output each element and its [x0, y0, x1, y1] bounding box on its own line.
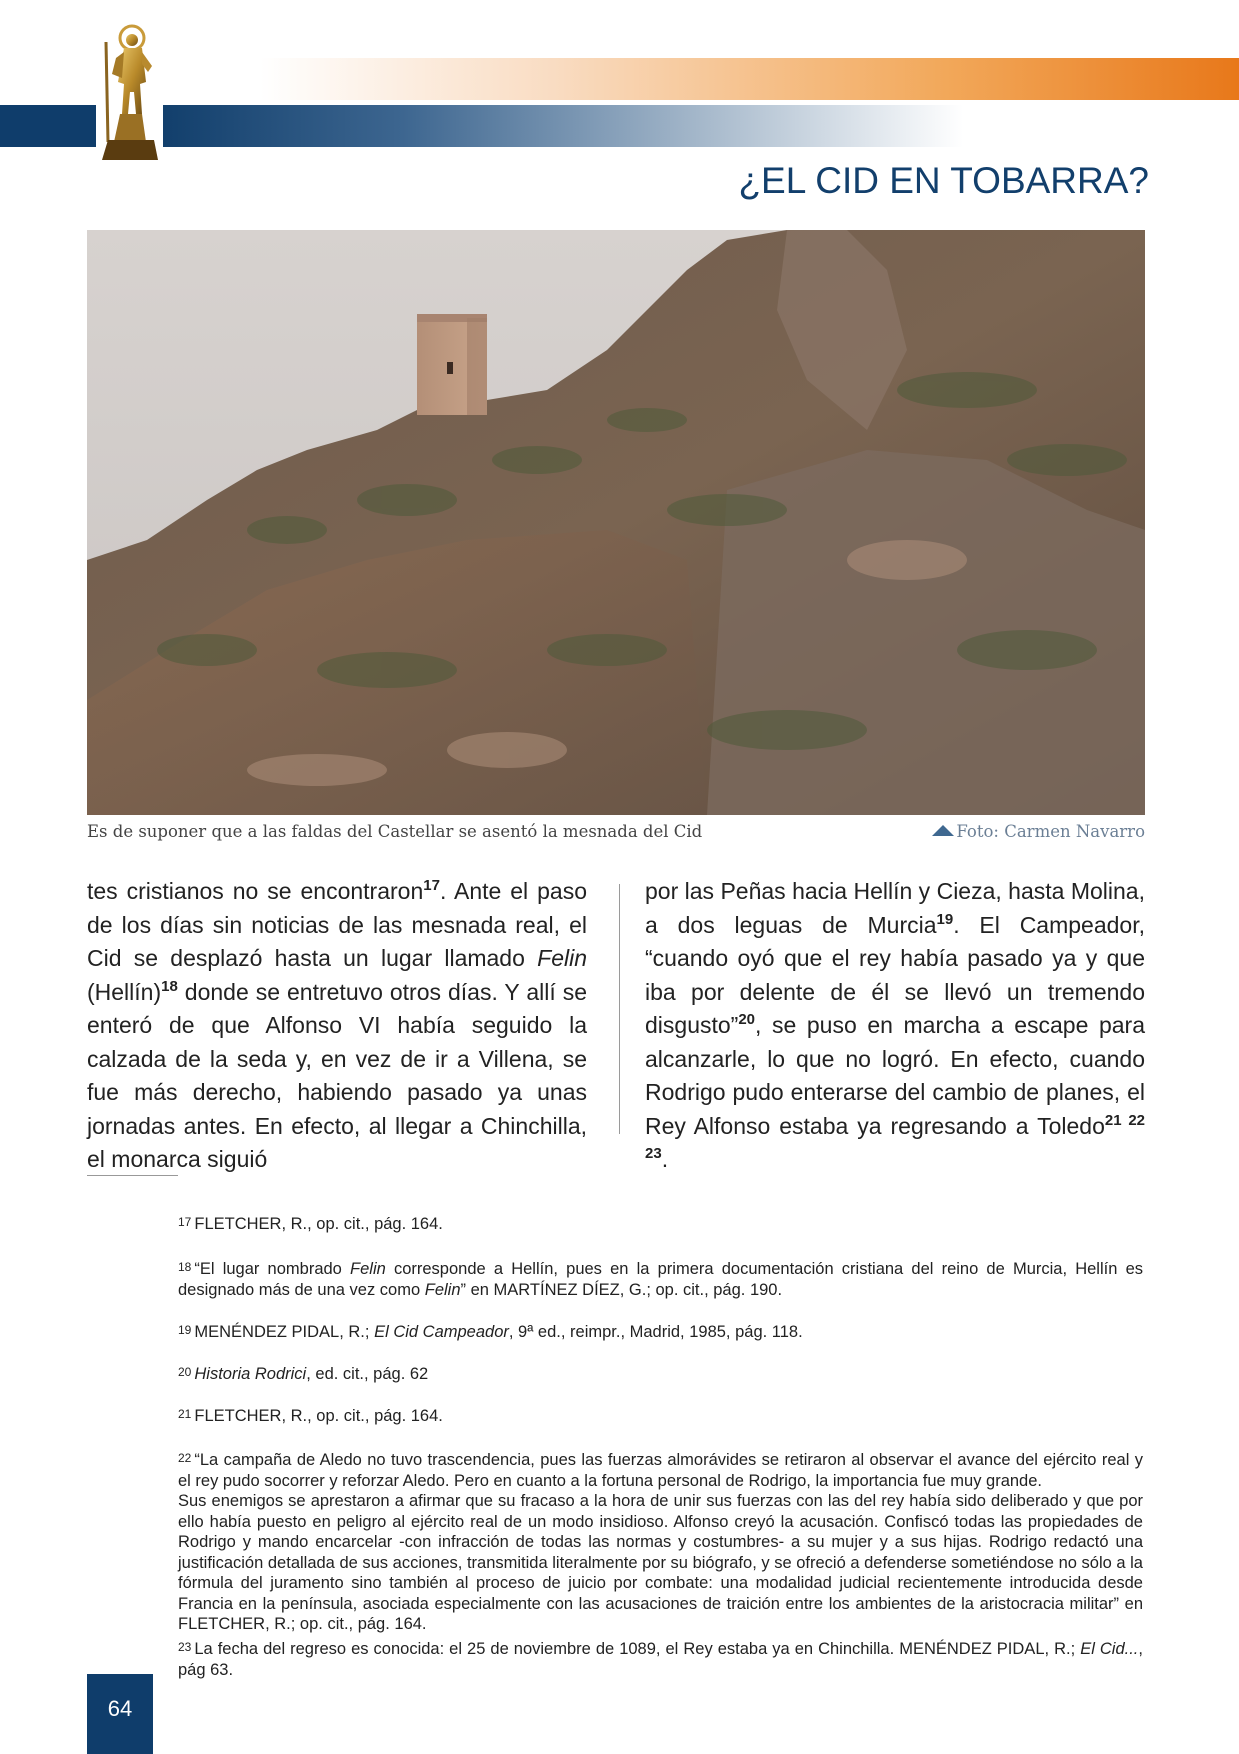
- footnote-20: [178, 1362, 1143, 1385]
- triangle-up-icon: [932, 825, 954, 836]
- footnote-text-italic: Felin: [350, 1260, 386, 1278]
- header-band-orange: [260, 58, 1239, 100]
- footnote-17: [178, 1212, 1143, 1235]
- footnote-text: FLETCHER, R., op. cit., pág. 164.: [194, 1215, 443, 1233]
- footnote-number: 19: [178, 1323, 192, 1337]
- footnote-21: [178, 1404, 1143, 1427]
- footnote-text: MENÉNDEZ PIDAL, R.;: [194, 1323, 375, 1341]
- footnote-number: 17: [178, 1215, 192, 1229]
- photo-credit-text: Foto: Carmen Navarro: [956, 822, 1145, 841]
- footnote-text-italic: El Cid Campeador: [374, 1323, 509, 1341]
- footnote-text: La fecha del regreso es conocida: el 25 de noviembre de 1089, el Rey estaba ya en Chinchilla. MENÉNDEZ PIDAL, R.;: [194, 1640, 1081, 1658]
- armored-saint-statue-icon: [96, 22, 162, 160]
- photo-credit: [932, 822, 1145, 841]
- body-text: . Ante el paso de los días sin noticias de las mesnada real, el Cid se desplazó hasta un lugar llamado: [87, 878, 587, 971]
- footnote-19: [178, 1320, 1143, 1343]
- column-divider: [619, 884, 620, 1134]
- footnote-ref-18[interactable]: 18: [161, 977, 178, 995]
- footnote-text: “La campaña de Aledo no tuvo trascendencia, pues las fuerzas almorávides se retiraron al observar el avance del ejército real y el rey pudo socorrer y reforzar Aledo. Pero en cuanto a la fortuna personal de Rodrigo, la importancia fue muy grande.: [178, 1451, 1143, 1490]
- body-text: . El Campeador, “cuando oyó que el rey había pasado ya y que iba por delente de él se llevó un tremendo disgusto”: [645, 911, 1145, 1038]
- body-text: (Hellín): [87, 978, 162, 1005]
- footnote-number: 21: [178, 1407, 192, 1421]
- body-text: por las Peñas hacia Hellín y Cieza, hasta Molina, a dos leguas de Murcia: [645, 878, 1145, 938]
- footnote-ref-17[interactable]: 17: [423, 877, 440, 894]
- footnote-text: , 9ª ed., reimpr., Madrid, 1985, pág. 118.: [508, 1323, 803, 1341]
- footnote-ref-20[interactable]: 20: [738, 1011, 756, 1028]
- body-text: tes cristianos no se encontraron: [87, 878, 424, 904]
- footnote-number: 18: [178, 1260, 192, 1274]
- footnote-text-italic: Historia Rodrici: [194, 1365, 307, 1383]
- footnote-text: FLETCHER, R., op. cit., pág. 164.: [194, 1407, 443, 1425]
- footnote-22: [178, 1448, 1143, 1635]
- page-header-title: ¿EL CID EN TOBARRA?: [738, 160, 1149, 201]
- footnote-number: 23: [178, 1640, 192, 1654]
- body-text: .: [661, 1146, 669, 1172]
- body-column-right: [645, 875, 1145, 1177]
- footnote-text: , pág 63.: [178, 1640, 1143, 1679]
- body-column-left: [87, 875, 587, 1177]
- footnote-ref-19[interactable]: 19: [936, 910, 954, 928]
- body-text: donde se entretuvo otros días. Y allí se enteró de que Alfonso VI había seguido la calzada de la seda y, en vez de ir a Villena, se fue más derecho, habiendo pasado ya unas jornadas antes. En efecto, al llegar a Chinchilla, el monarca siguió: [87, 978, 587, 1172]
- footnote-separator: [87, 1175, 178, 1176]
- footnote-text: corresponde a Hellín, pues en la primera documentación cristiana del reino de Murcia, Hellín es designado más de una vez como: [178, 1260, 1143, 1299]
- footnote-number: 22: [178, 1451, 192, 1465]
- footnote-text: Sus enemigos se aprestaron a afirmar que su fracaso a la hora de unir sus fuerzas con las del rey había sido deliberado y que por ello había puesto en peligro al ejército real de un modo insidioso. Alfonso creyó la acusación. Confiscó todas las propiedades de Rodrigo y mando encarcelar -con infracción de todas las normas y costumbres- a su mujer y a sus hijas. Rodrigo redactó una justificación detallada de sus acciones, transmitida literalmente por su biógrafo, y se ofreció a defenderse sometiéndose no sólo a la fórmula del juramento sino también al proceso de juicio por combate: una modalidad judicial recientemente introducida desde Francia en la península, asociada especialmente con las acusaciones de traición entre los ambientes de la aristocracia militar” en FLETCHER, R.; op. cit., pág. 164.: [178, 1492, 1143, 1633]
- body-text: , se puso en marcha a escape para alcanzarle, lo que no logró. En efecto, cuando Rodrigo pudo enterarse del cambio de planes, el Rey Alfonso estaba ya regresando a Toledo: [645, 1012, 1145, 1139]
- photo-caption: Es de suponer que a las faldas del Castellar se asentó la mesnada del Cid: [87, 822, 703, 841]
- footnote-ref-21-22-23[interactable]: 21 22 23: [645, 1111, 1146, 1162]
- footnote-text: , ed. cit., pág. 62: [306, 1365, 429, 1383]
- castle-hillside-photo: [87, 230, 1145, 815]
- footnote-text: “El lugar nombrado: [194, 1260, 351, 1278]
- footnote-23: [178, 1637, 1143, 1680]
- header-band-blue-right: [163, 105, 963, 147]
- page-number: 64: [107, 1696, 133, 1721]
- footnote-text: ” en MARTÍNEZ DÍEZ, G.; op. cit., pág. 190.: [460, 1280, 783, 1299]
- header-band-blue-left: [0, 105, 96, 147]
- footnote-number: 20: [178, 1365, 192, 1379]
- body-text-italic: Felin: [537, 945, 587, 971]
- footnote-18: [178, 1257, 1143, 1300]
- footnote-text-italic: El Cid...: [1080, 1640, 1139, 1658]
- footnote-text-italic: Felin: [424, 1280, 461, 1299]
